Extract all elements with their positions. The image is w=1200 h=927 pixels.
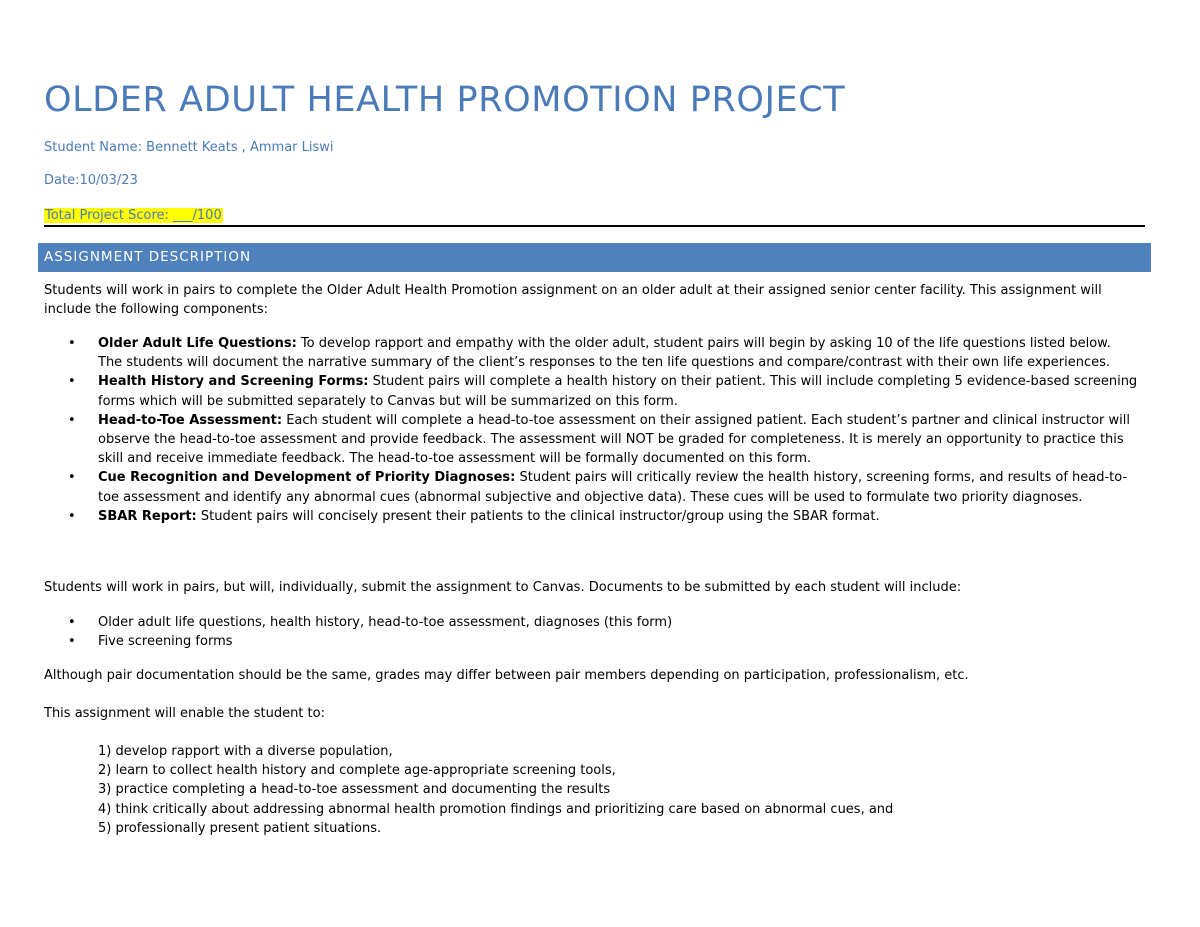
component-text: To develop rapport and empathy with the older adult, student pairs will begin by asking 10 of the life questions listed below. The students will document the narrative summary of the client’s responses to the ten life questions and compare/contrast with their own life experiences.	[98, 336, 1111, 371]
list-item	[0, 411, 1138, 469]
component-text: Student pairs will critically review the health history, screening forms, and results of head-to-toe assessment and identify any abnormal cues (abnormal subjective and objective data). These cues will be used to formulate two priority diagnoses.	[98, 470, 1128, 505]
component-text: Student pairs will concisely present their patients to the clinical instructor/group using the SBAR format.	[196, 508, 880, 524]
bullet-icon: •	[68, 615, 76, 630]
bullet-icon: •	[68, 508, 76, 524]
list-item: 1) develop rapport with a diverse population,	[98, 744, 393, 759]
component-label: Head-to-Toe Assessment:	[98, 412, 283, 428]
list-item: 5) professionally present patient situations.	[98, 820, 382, 836]
list-item	[0, 468, 1138, 506]
submission-item: Older adult life questions, health history, head-to-toe assessment, diagnoses (this form)	[98, 615, 673, 630]
component-label: Health History and Screening Forms:	[98, 374, 369, 390]
component-label: Cue Recognition and Development of Priority Diagnoses:	[98, 470, 516, 486]
list-item	[0, 632, 1138, 651]
intro-paragraph: Students will work in pairs to complete the Older Adult Health Promotion assignment on an older adult at their assigned senior center facility. This assignment will include the following components:	[44, 283, 1102, 318]
component-label: SBAR Report:	[98, 508, 197, 524]
list-item	[0, 334, 1138, 372]
objectives-intro: This assignment will enable the student to:	[44, 706, 325, 721]
student-name: Student Name: Bennett Keats , Ammar Liswi	[44, 140, 334, 155]
bullet-icon: •	[68, 412, 76, 428]
total-score: Total Project Score: ___/100	[45, 208, 222, 223]
list-item	[0, 372, 1138, 410]
bullet-icon: •	[68, 374, 76, 390]
component-text: Each student will complete a head-to-toe assessment on their assigned patient. Each student’s partner and clinical instructor will observe the head-to-toe assessment and provide feedback. The assessment will NOT be graded for completeness. It is merely an opportunity to practice this skill and receive immediate feedback. The head-to-toe assessment will be formally documented on this form.	[98, 412, 1130, 467]
date-line: Date:10/03/23	[44, 173, 138, 188]
list-item: 4) think critically about addressing abnormal health promotion findings and prioritizing care based on abnormal cues, and	[98, 801, 894, 817]
list-item	[0, 507, 1138, 526]
submission-list	[0, 613, 1200, 651]
list-item: 3) practice completing a head-to-toe assessment and documenting the results	[98, 782, 611, 798]
list-item	[0, 613, 1138, 632]
components-list	[0, 334, 1200, 526]
submission-paragraph: Students will work in pairs, but will, individually, submit the assignment to Canvas. Documents to be submitted by each student will include:	[44, 580, 962, 595]
submission-item: Five screening forms	[98, 634, 233, 650]
objectives-list	[98, 742, 1098, 838]
list-item: 2) learn to collect health history and complete age-appropriate screening tools,	[98, 763, 616, 779]
bullet-icon: •	[68, 634, 76, 650]
header-divider	[44, 225, 1145, 227]
bullet-icon: •	[68, 336, 76, 351]
section-header: ASSIGNMENT DESCRIPTION	[38, 243, 1151, 272]
component-label: Older Adult Life Questions:	[98, 336, 297, 351]
grading-note: Although pair documentation should be the same, grades may differ between pair members depending on participation, professionalism, etc.	[44, 668, 969, 683]
bullet-icon: •	[68, 470, 76, 486]
page-title: OLDER ADULT HEALTH PROMOTION PROJECT	[44, 80, 846, 120]
component-text: Student pairs will complete a health history on their patient. This will include completing 5 evidence-based screening forms which will be submitted separately to Canvas but will be summarized on this form.	[98, 374, 1138, 409]
